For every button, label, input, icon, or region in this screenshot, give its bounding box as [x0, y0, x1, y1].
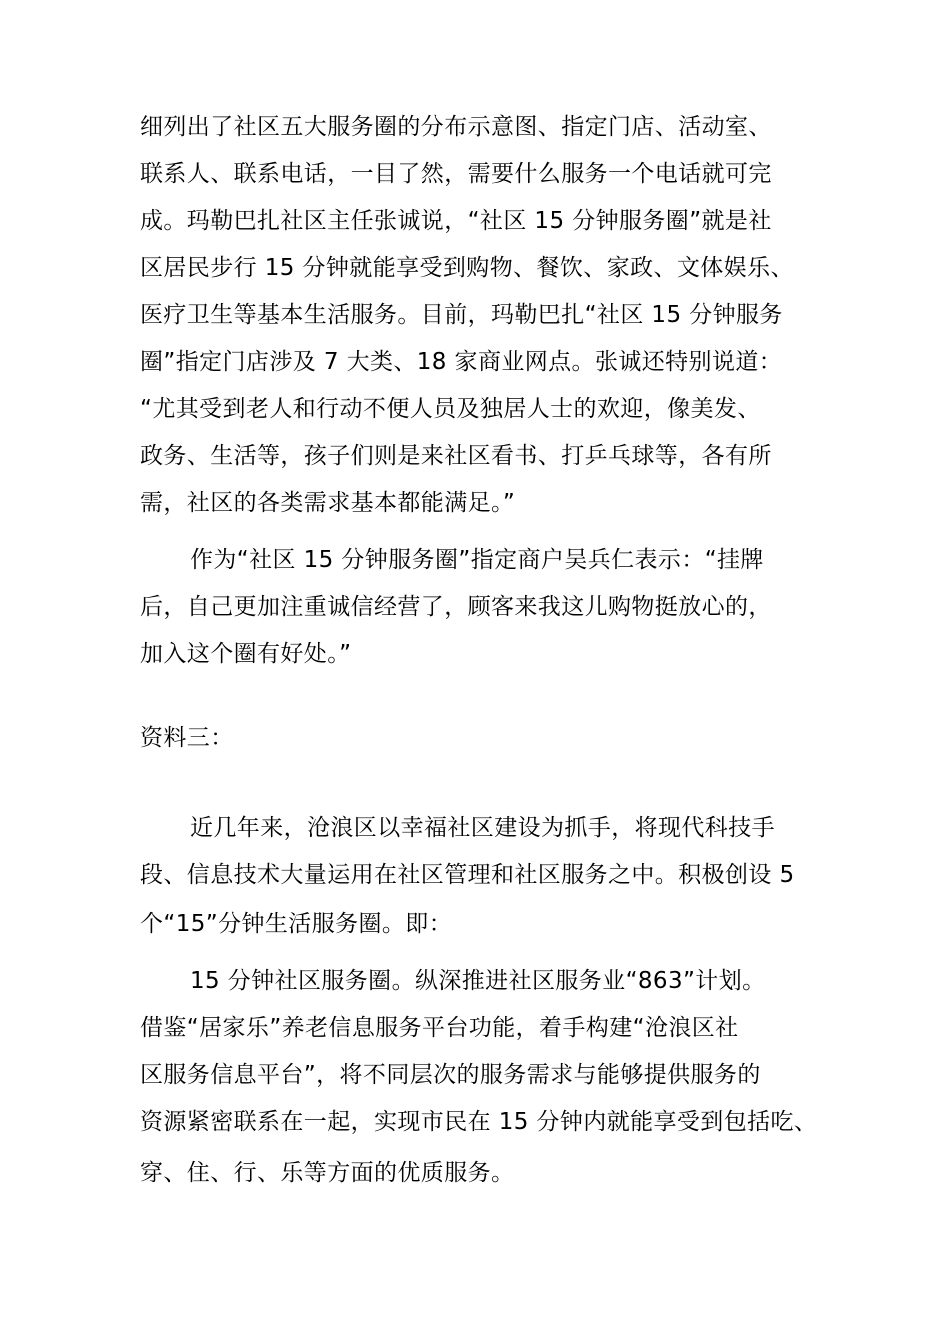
paragraph-2-line-2: 后，自己更加注重诚信经营了，顾客来我这儿购物挺放心的，: [140, 594, 772, 620]
paragraph-4-line-4: 资源紧密联系在一起，实现市民在 15 分钟内就能享受到包括吃、: [140, 1109, 818, 1135]
paragraph-3-line-1: 近几年来，沧浪区以幸福社区建设为抓手，将现代科技手: [190, 815, 775, 841]
paragraph-1-line-7: “尤其受到老人和行动不便人员及独居人士的欢迎，像美发、: [140, 396, 761, 422]
paragraph-1-line-1: 细列出了社区五大服务圈的分布示意图、指定门店、活动室、: [140, 114, 772, 140]
paragraph-4-line-2: 借鉴“居家乐”养老信息服务平台功能，着手构建“沧浪区社: [140, 1015, 739, 1041]
paragraph-1-line-6: 圈”指定门店涉及 7 大类、18 家商业网点。张诚还特别说道：: [140, 349, 783, 375]
paragraph-2-line-3: 加入这个圈有好处。”: [140, 641, 352, 667]
paragraph-1-line-9: 需，社区的各类需求基本都能满足。”: [140, 490, 516, 516]
paragraph-1-line-4: 区居民步行 15 分钟就能享受到购物、餐饮、家政、文体娱乐、: [140, 255, 794, 281]
paragraph-3-line-3: 个“15”分钟生活服务圈。即：: [140, 911, 453, 937]
section-heading: 资料三：: [140, 725, 234, 751]
paragraph-4-line-5: 穿、住、行、乐等方面的优质服务。: [140, 1160, 515, 1186]
paragraph-3-line-2: 段、信息技术大量运用在社区管理和社区服务之中。积极创设 5: [140, 862, 795, 888]
paragraph-1-line-3: 成。玛勒巴扎社区主任张诚说，“社区 15 分钟服务圈”就是社: [140, 208, 772, 234]
paragraph-1-line-5: 医疗卫生等基本生活服务。目前，玛勒巴扎“社区 15 分钟服务: [140, 302, 783, 328]
paragraph-4-line-1: 15 分钟社区服务圈。纵深推进社区服务业“863”计划。: [190, 968, 766, 994]
paragraph-1-line-8: 政务、生活等，孩子们则是来社区看书、打乒乓球等，各有所: [140, 443, 772, 469]
paragraph-4-line-3: 区服务信息平台”，将不同层次的服务需求与能够提供服务的: [140, 1062, 761, 1088]
paragraph-2-line-1: 作为“社区 15 分钟服务圈”指定商户吴兵仁表示：“挂牌: [190, 547, 764, 573]
paragraph-1-line-2: 联系人、联系电话，一目了然，需要什么服务一个电话就可完: [140, 161, 772, 187]
